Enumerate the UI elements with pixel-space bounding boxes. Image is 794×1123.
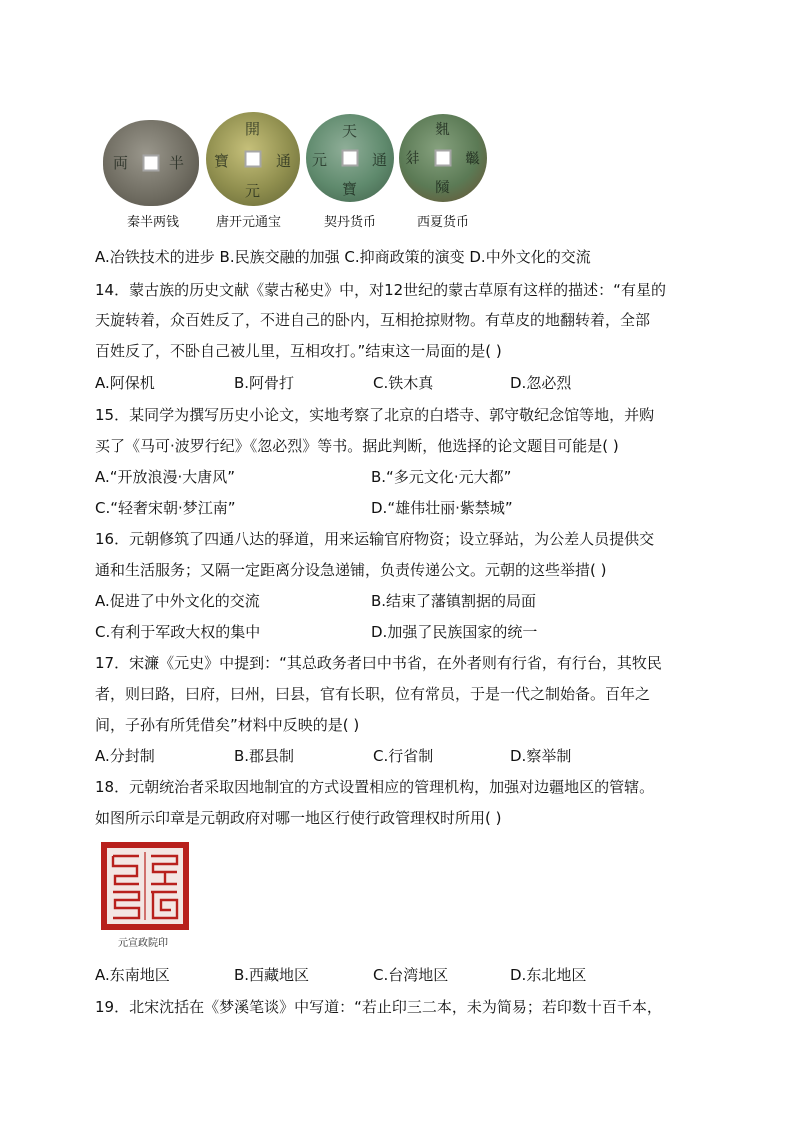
q15-line-1: 15．某同学为撰写历史小论文，实地考察了北京的白塔寺、郭守敬纪念馆等地，并购 <box>95 406 655 424</box>
q14-line-3: 百姓反了，不卧自己被儿里，互相攻打。”结束这一局面的是( ) <box>95 342 502 360</box>
q15-option-c: C.“轻奢宋朝·梦江南” <box>95 499 236 517</box>
q14-option-d: D.忽必烈 <box>510 374 572 392</box>
q14-line-2: 天旋转着，众百姓反了，不进自己的卧内，互相抢掠财物。有草皮的地翻转着，全部 <box>95 311 651 329</box>
q16-option-d: D.加强了民族国家的统一 <box>371 623 538 641</box>
q14-line-1: 14．蒙古族的历史文献《蒙古秘史》中，对12世纪的蒙古草原有这样的描述：“有星的 <box>95 281 666 299</box>
q16-option-a: A.促进了中外文化的交流 <box>95 592 260 610</box>
coin-xixia-image: 𘝦 𗂧 𗢳 𘟩 <box>399 114 487 202</box>
q15-line-2: 买了《马可·波罗行纪》《忽必烈》等书。据此判断，他选择的论文题目可能是( ) <box>95 437 619 455</box>
q19-line-1: 19．北宋沈括在《梦溪笔谈》中写道：“若止印三二本，未为简易；若印数十百千本， <box>95 998 662 1016</box>
q17-option-a: A.分封制 <box>95 747 155 765</box>
q14-option-c: C.铁木真 <box>373 374 434 392</box>
q17-line-1: 17．宋濂《元史》中提到：“其总政务者曰中书省，在外者则有行省，有行台，其牧民 <box>95 654 662 672</box>
q14-option-a: A.阿保机 <box>95 374 155 392</box>
q17-option-c: C.行省制 <box>373 747 434 765</box>
seal-glyph-pattern <box>107 848 183 924</box>
q17-option-b: B.郡县制 <box>234 747 295 765</box>
coin-caption-xixia: 西夏货币 <box>417 215 470 230</box>
coin-caption-tang: 唐开元通宝 <box>216 215 282 230</box>
q15-option-a: A.“开放浪漫·大唐风” <box>95 468 236 486</box>
q18-option-b: B.西藏地区 <box>234 966 310 984</box>
seal-caption: 元宣政院印 <box>118 938 168 949</box>
seal-image <box>101 842 189 930</box>
q13-options: A.冶铁技术的进步 B.民族交融的加强 C.抑商政策的演变 D.中外文化的交流 <box>95 248 591 266</box>
q18-option-d: D.东北地区 <box>510 966 587 984</box>
q18-line-2: 如图所示印章是元朝政府对哪一地区行使行政管理权时所用( ) <box>95 809 502 827</box>
q18-option-a: A.东南地区 <box>95 966 170 984</box>
coin-caption-khitan: 契丹货币 <box>324 215 377 230</box>
q16-line-2: 通和生活服务；又隔一定距离分设急递铺，负责传递公文。元朝的这些举措( ) <box>95 561 607 579</box>
coin-khitan-image: 天 寶 元 通 <box>306 114 394 202</box>
q17-line-2: 者，则曰路，曰府，曰州，曰县，官有长职，位有常员，于是一代之制始备。百年之 <box>95 685 651 703</box>
q17-line-3: 间，子孙有所凭借矣”材料中反映的是( ) <box>95 716 360 734</box>
q17-option-d: D.察举制 <box>510 747 572 765</box>
q18-option-c: C.台湾地区 <box>373 966 449 984</box>
coin-qin-image: 両 半 <box>103 120 199 206</box>
q16-option-b: B.结束了藩镇割据的局面 <box>371 592 537 610</box>
q16-line-1: 16．元朝修筑了四通八达的驿道，用来运输官府物资；设立驿站，为公差人员提供交 <box>95 530 655 548</box>
q15-option-b: B.“多元文化·元大都” <box>371 468 512 486</box>
q14-option-b: B.阿骨打 <box>234 374 295 392</box>
q16-option-c: C.有利于军政大权的集中 <box>95 623 261 641</box>
coin-caption-qin: 秦半两钱 <box>127 215 180 230</box>
q15-option-d: D.“雄伟壮丽·紫禁城” <box>371 499 513 517</box>
coin-tang-image: 開 元 寶 通 <box>206 112 300 206</box>
q18-line-1: 18．元朝统治者采取因地制宜的方式设置相应的管理机构，加强对边疆地区的管辖。 <box>95 778 655 796</box>
